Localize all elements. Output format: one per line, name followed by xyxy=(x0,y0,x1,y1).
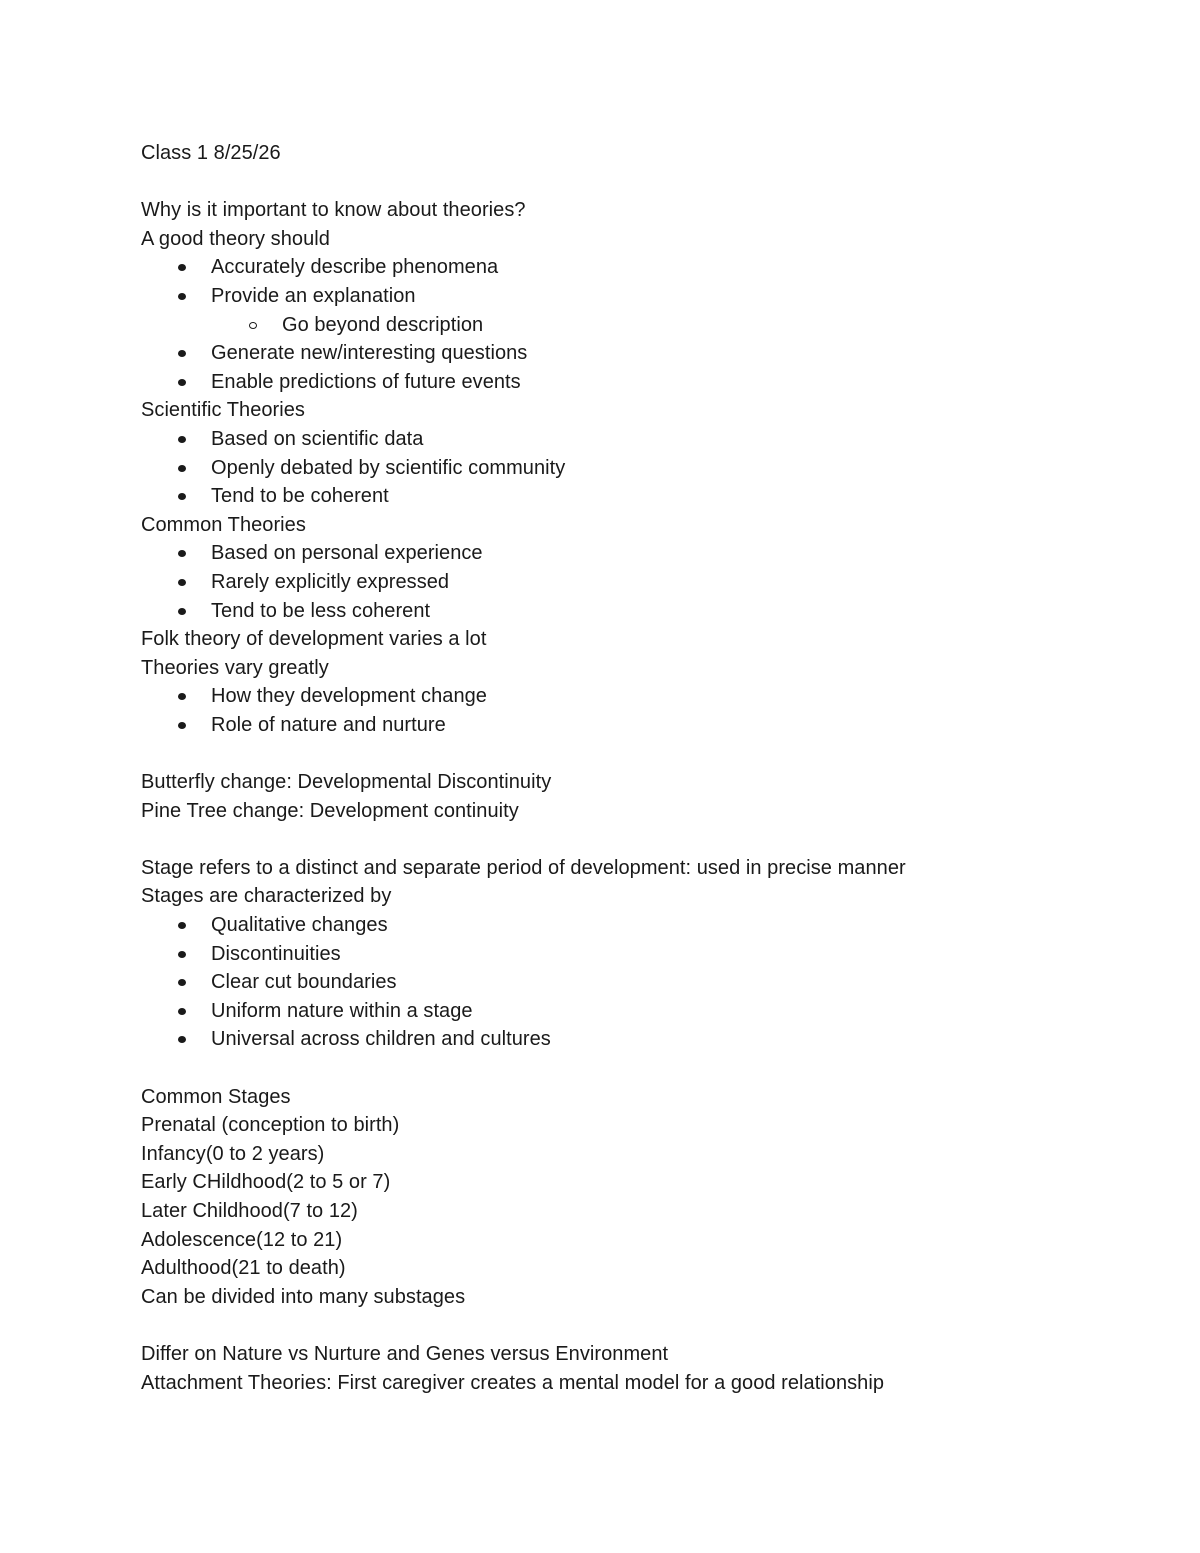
document-body xyxy=(141,139,1101,1397)
stages-characterized-heading: Stages are characterized by xyxy=(141,885,392,908)
good-theory-heading: A good theory should xyxy=(141,227,330,250)
list-item-text: Go beyond description xyxy=(282,313,484,336)
bullet-icon xyxy=(178,493,186,500)
list-item xyxy=(141,454,1101,483)
common-theories-heading: Common Theories xyxy=(141,513,306,536)
list-item-text: Tend to be coherent xyxy=(211,485,389,508)
list-item xyxy=(141,682,1101,711)
nature-nurture-line: Differ on Nature vs Nurture and Genes versus Environment xyxy=(141,1342,669,1365)
substages-line: Can be divided into many substages xyxy=(141,1285,466,1308)
list-item xyxy=(141,482,1101,511)
bullet-icon xyxy=(178,979,186,986)
list-item-text: Universal across children and cultures xyxy=(211,1028,551,1051)
list-item xyxy=(141,1025,1101,1054)
list-item-text: Based on personal experience xyxy=(211,542,483,565)
list-item-text: Uniform nature within a stage xyxy=(211,999,473,1022)
list-item-text: Openly debated by scientific community xyxy=(211,456,566,479)
bullet-icon xyxy=(178,293,186,300)
list-item xyxy=(141,368,1101,397)
stage-line: Early CHildhood(2 to 5 or 7) xyxy=(141,1171,391,1194)
list-item-text: Tend to be less coherent xyxy=(211,599,431,622)
list-item xyxy=(141,997,1101,1026)
blank-line xyxy=(141,1054,1101,1083)
bullet-icon xyxy=(178,608,186,615)
blank-line xyxy=(141,825,1101,854)
butterfly-change-line: Butterfly change: Developmental Discontinuity xyxy=(141,771,552,794)
list-item-text: Rarely explicitly expressed xyxy=(211,570,450,593)
list-item-text: Based on scientific data xyxy=(211,427,424,450)
list-item xyxy=(141,339,1101,368)
list-item xyxy=(141,282,1101,311)
list-item-text: Accurately describe phenomena xyxy=(211,256,499,279)
bullet-icon xyxy=(178,264,186,271)
stage-definition: Stage refers to a distinct and separate period of development: used in precise manner xyxy=(141,856,906,879)
list-item-text: How they development change xyxy=(211,685,487,708)
bullet-icon xyxy=(178,379,186,386)
stage-line: Prenatal (conception to birth) xyxy=(141,1114,400,1137)
blank-line xyxy=(141,1311,1101,1340)
bullet-icon xyxy=(178,693,186,700)
list-item xyxy=(141,968,1101,997)
stage-line: Later Childhood(7 to 12) xyxy=(141,1199,358,1222)
list-item xyxy=(141,597,1101,626)
common-stages-heading: Common Stages xyxy=(141,1085,291,1108)
bullet-icon xyxy=(178,1036,186,1043)
list-item xyxy=(141,911,1101,940)
list-item-text: Qualitative changes xyxy=(211,914,388,937)
bullet-icon xyxy=(178,436,186,443)
list-item xyxy=(141,253,1101,282)
bullet-icon xyxy=(178,1008,186,1015)
bullet-icon xyxy=(178,722,186,729)
bullet-icon xyxy=(178,922,186,929)
stage-line: Adolescence(12 to 21) xyxy=(141,1228,343,1251)
attachment-theories-line: Attachment Theories: First caregiver creates a mental model for a good relationship xyxy=(141,1371,885,1394)
bullet-icon xyxy=(178,465,186,472)
pine-tree-change-line: Pine Tree change: Development continuity xyxy=(141,799,519,822)
theories-vary-heading: Theories vary greatly xyxy=(141,656,329,679)
scientific-theories-heading: Scientific Theories xyxy=(141,399,305,422)
list-item-text: Discontinuities xyxy=(211,942,341,965)
hollow-bullet-icon xyxy=(249,322,257,329)
bullet-icon xyxy=(178,350,186,357)
folk-theory-line: Folk theory of development varies a lot xyxy=(141,628,487,651)
list-item-text: Role of nature and nurture xyxy=(211,713,446,736)
list-item xyxy=(141,568,1101,597)
blank-line xyxy=(141,739,1101,768)
bullet-icon xyxy=(178,951,186,958)
list-item-text: Enable predictions of future events xyxy=(211,370,521,393)
list-item-text: Clear cut boundaries xyxy=(211,971,397,994)
sub-list-item xyxy=(141,311,1101,340)
list-item-text: Provide an explanation xyxy=(211,284,416,307)
list-item xyxy=(141,425,1101,454)
list-item xyxy=(141,940,1101,969)
list-item xyxy=(141,539,1101,568)
document-header: Class 1 8/25/26 xyxy=(141,142,281,164)
stage-line: Adulthood(21 to death) xyxy=(141,1257,346,1280)
blank-line xyxy=(141,168,1101,197)
theories-question: Why is it important to know about theories? xyxy=(141,199,526,222)
bullet-icon xyxy=(178,579,186,586)
list-item-text: Generate new/interesting questions xyxy=(211,342,528,365)
list-item xyxy=(141,711,1101,740)
bullet-icon xyxy=(178,550,186,557)
stage-line: Infancy(0 to 2 years) xyxy=(141,1142,325,1165)
